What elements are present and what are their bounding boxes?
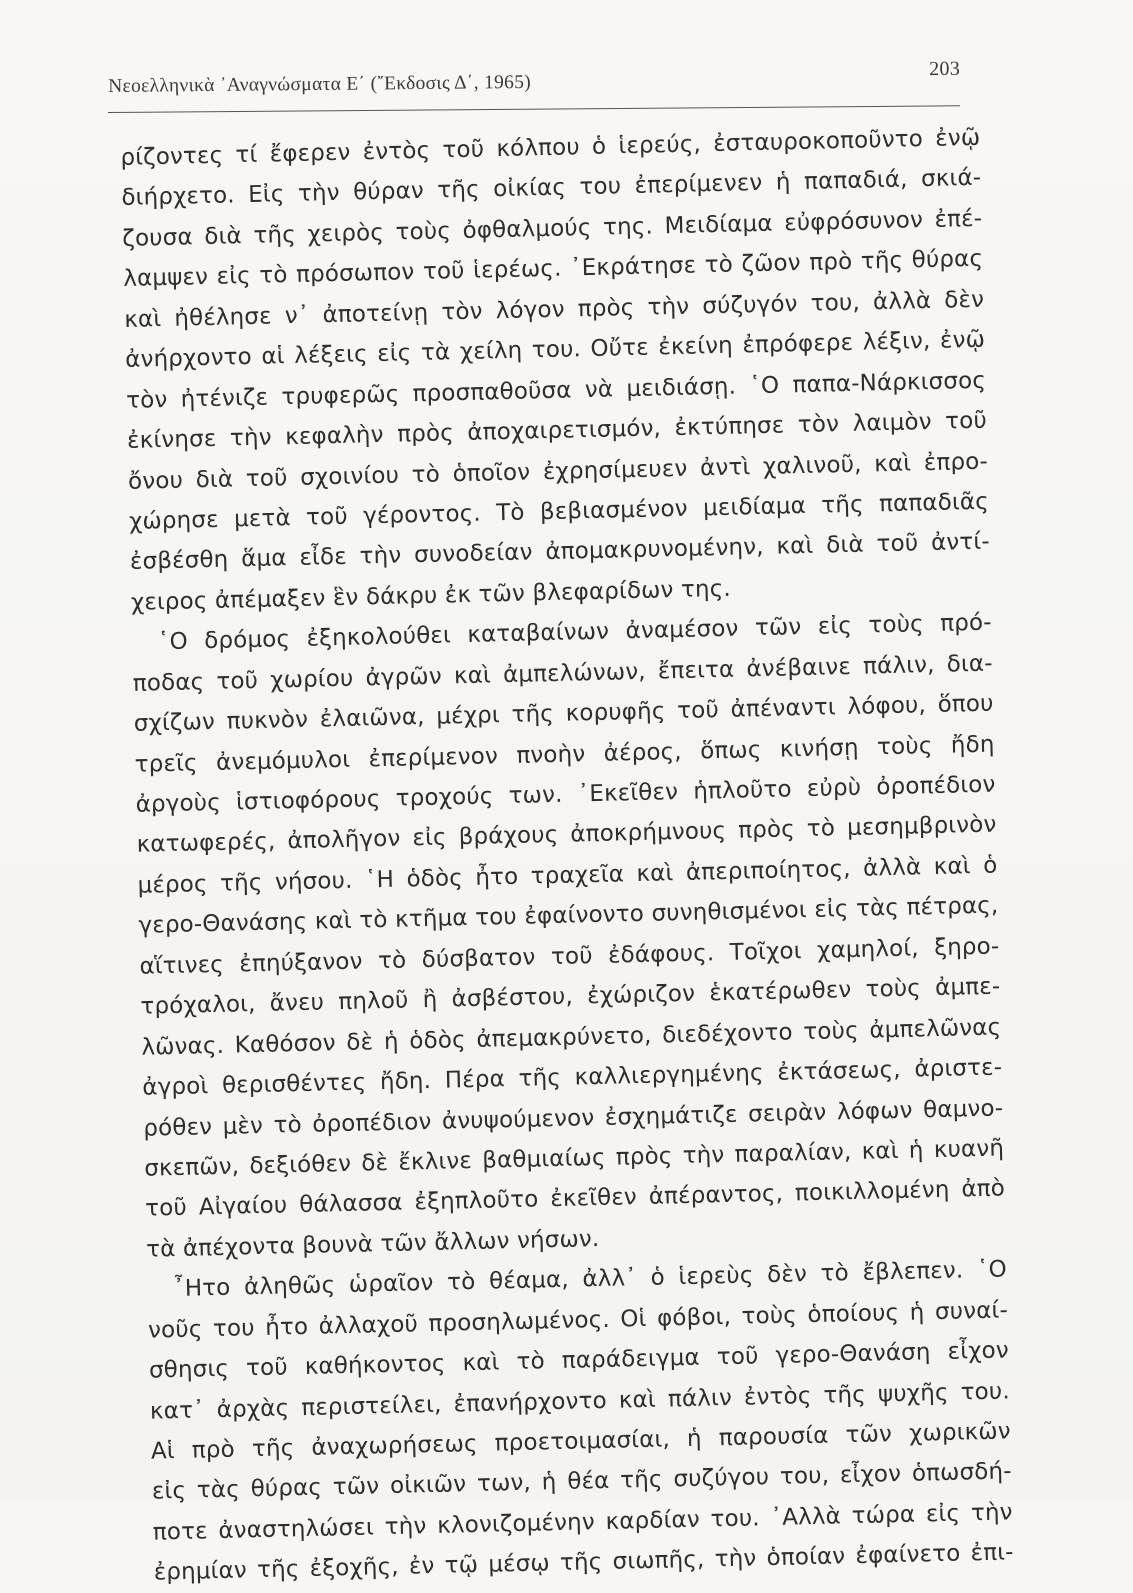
text-line: σχίζων πυκνὸν ἐλαιῶνα, μέχρι τῆς κορυφῆς τοῦ ἀπέναντι λόφου, ὅπου: [133, 690, 994, 737]
text-line: σθησις τοῦ καθήκοντος καὶ τὸ παράδειγμα τοῦ γερο-Θανάση εἶχον: [148, 1337, 1010, 1384]
text-line: σκεπῶν, δεξιόθεν δὲ ἔκλινε βαθμιαίως πρὸς τὴν παραλίαν, καὶ ἡ κυανῆ: [143, 1135, 1005, 1182]
text-line: χειρος ἀπέμαξεν ἓν δάκρυ ἐκ τῶν βλεφαρίδων της.: [130, 575, 732, 616]
text-line: ζουσα διὰ τῆς χειρὸς τοὺς ὀφθαλμούς της. Μειδίαμα εὐφρόσυνον ἐπέ-: [122, 205, 983, 252]
body-text: [120, 118, 1014, 1593]
text-line: ῾Ο δρόμος ἐξηκολούθει καταβαίνων ἀναμέσον τῶν εἰς τοὺς πρό-: [157, 609, 992, 656]
text-line: ῏Ητο ἀληθῶς ὡραῖον τὸ θέαμα, ἀλλ᾿ ὁ ἱερεὺς δὲν τὸ ἔβλεπεν. ῾Ο: [172, 1256, 1008, 1303]
text-line: μέρος τῆς νήσου. ῾Η ὁδὸς ἦτο τραχεῖα καὶ ἀπεριποίητος, ἀλλὰ καὶ ὁ: [137, 852, 998, 899]
header-rule: [108, 105, 960, 113]
text-line: καὶ ἠθέλησε ν᾿ ἀποτείνῃ τὸν λόγον πρὸς τὴν σύζυγόν του, ἀλλὰ δὲν: [123, 286, 985, 333]
text-line: λαμψεν εἰς τὸ πρόσωπον τοῦ ἱερέως. ᾿Εκράτησε τὸ ζῶον πρὸ τῆς θύρας: [123, 246, 984, 293]
text-line: ποδας τοῦ χωρίου ἀγρῶν καὶ ἀμπελώνων, ἔπειτα ἀνέβαινε πάλιν, δια-: [132, 650, 993, 697]
text-line: ἐρημίαν τῆς ἐξοχῆς, ἐν τῷ μέσῳ τῆς σιωπῆς, τὴν ὁποίαν ἐφαίνετο ἐπι-: [153, 1539, 1014, 1586]
running-head: Νεοελληνικὰ ᾿Αναγνώσματα Ε΄ (῎Εκδοσις Δ΄, 1965): [108, 71, 532, 97]
text-line: Αἱ πρὸ τῆς ἀναχωρήσεως προετοιμασίαι, ἡ παρουσία τῶν χωρικῶν: [150, 1418, 1012, 1465]
text-line: γερο-Θανάσης καὶ τὸ κτῆμα του ἐφαίνοντο συνηθισμένοι εἰς τὰς πέτρας,: [138, 892, 999, 940]
text-line: τρόχαλοι, ἄνευ πηλοῦ ἢ ἀσβέστου, ἐχώριζον ἑκατέρωθεν τοὺς ἀμπε-: [140, 973, 1001, 1020]
text-line: κατωφερές, ἀπολῆγον εἰς βράχους ἀποκρήμνους πρὸς τὸ μεσημβρινὸν: [136, 811, 997, 859]
text-line: τὰ ἀπέχοντα βουνὰ τῶν ἄλλων νήσων.: [145, 1225, 600, 1263]
text-line: ἐκίνησε τὴν κεφαλὴν πρὸς ἀποχαιρετισμόν, ἐκτύπησε τὸν λαιμὸν τοῦ: [126, 407, 988, 454]
text-line: διήρχετο. Εἰς τὴν θύραν τῆς οἰκίας του ἐπερίμενεν ἡ παπαδιά, σκιά-: [121, 165, 982, 212]
text-line: εἰς τὰς θύρας τῶν οἰκιῶν των, ἡ θέα τῆς συζύγου του, εἶχον ὁπωσδή-: [151, 1458, 1012, 1506]
text-line: κατ᾿ ἀρχὰς περιστείλει, ἐπανήρχοντο καὶ πάλιν ἐντὸς τῆς ψυχῆς του.: [149, 1377, 1011, 1425]
text-line: χώρησε μετὰ τοῦ γέροντος. Τὸ βεβιασμένον μειδίαμα τῆς παπαδιᾶς: [128, 488, 990, 535]
text-line: ποτε ἀναστηλώσει τὴν κλονιζομένην καρδίαν του. ᾿Αλλὰ τώρα εἰς τὴν: [152, 1499, 1013, 1546]
text-line: ἀργοὺς ἱστιοφόρους τροχούς των. ᾿Εκεῖθεν ἡπλοῦτο εὐρὺ ὀροπέδιον: [135, 771, 996, 818]
text-line: ρίζοντες τί ἔφερεν ἐντὸς τοῦ κόλπου ὁ ἱερεύς, ἐσταυροκοποῦντο ἐνῷ: [120, 124, 981, 171]
text-line: τοῦ Αἰγαίου θάλασσα ἐξηπλοῦτο ἐκεῖθεν ἀπέραντος, ποικιλλομένη ἀπὸ: [144, 1175, 1006, 1223]
text-line: αἵτινες ἐπηύξανον τὸ δύσβατον τοῦ ἐδάφους. Τοῖχοι χαμηλοί, ξηρο-: [139, 933, 1000, 980]
text-line: ὄνου διὰ τοῦ σχοινίου τὸ ὁποῖον ἐχρησίμευεν ἀντὶ χαλινοῦ, καὶ ἐπρο-: [127, 448, 989, 495]
text-line: λῶνας. Καθόσον δὲ ἡ ὁδὸς ἀπεμακρύνετο, διεδέχοντο τοὺς ἀμπελῶνας: [141, 1014, 1002, 1061]
text-line: νοῦς του ἦτο ἀλλαχοῦ προσηλωμένος. Οἱ φόβοι, τοὺς ὁποίους ἡ συναί-: [147, 1297, 1009, 1344]
text-line: τὸν ἠτένιζε τρυφερῶς προσπαθοῦσα νὰ μειδιάσῃ. ῾Ο παπα-Νάρκισσος: [125, 367, 987, 414]
page-header: [108, 58, 960, 106]
text-line: ἀγροὶ θερισθέντες ἤδη. Πέρα τῆς καλλιεργημένης ἐκτάσεως, ἀριστε-: [142, 1054, 1003, 1101]
text-line: ἀνήρχοντο αἱ λέξεις εἰς τὰ χείλη του. Οὔτε ἐκείνη ἐπρόφερε λέξιν, ἐνῷ: [124, 326, 986, 374]
text-line: ρόθεν μὲν τὸ ὀροπέδιον ἀνυψούμενον ἐσχημάτιζε σειρὰν λόφων θαμνο-: [143, 1094, 1004, 1142]
text-line: τρεῖς ἀνεμόμυλοι ἐπερίμενον πνοὴν ἀέρος, ὅπως κινήσῃ τοὺς ἤδη: [134, 731, 995, 778]
page-number: 203: [929, 57, 961, 81]
text-line: ἐσβέσθη ἅμα εἶδε τὴν συνοδείαν ἀπομακρυνομένην, καὶ διὰ τοῦ ἀντί-: [129, 528, 991, 576]
